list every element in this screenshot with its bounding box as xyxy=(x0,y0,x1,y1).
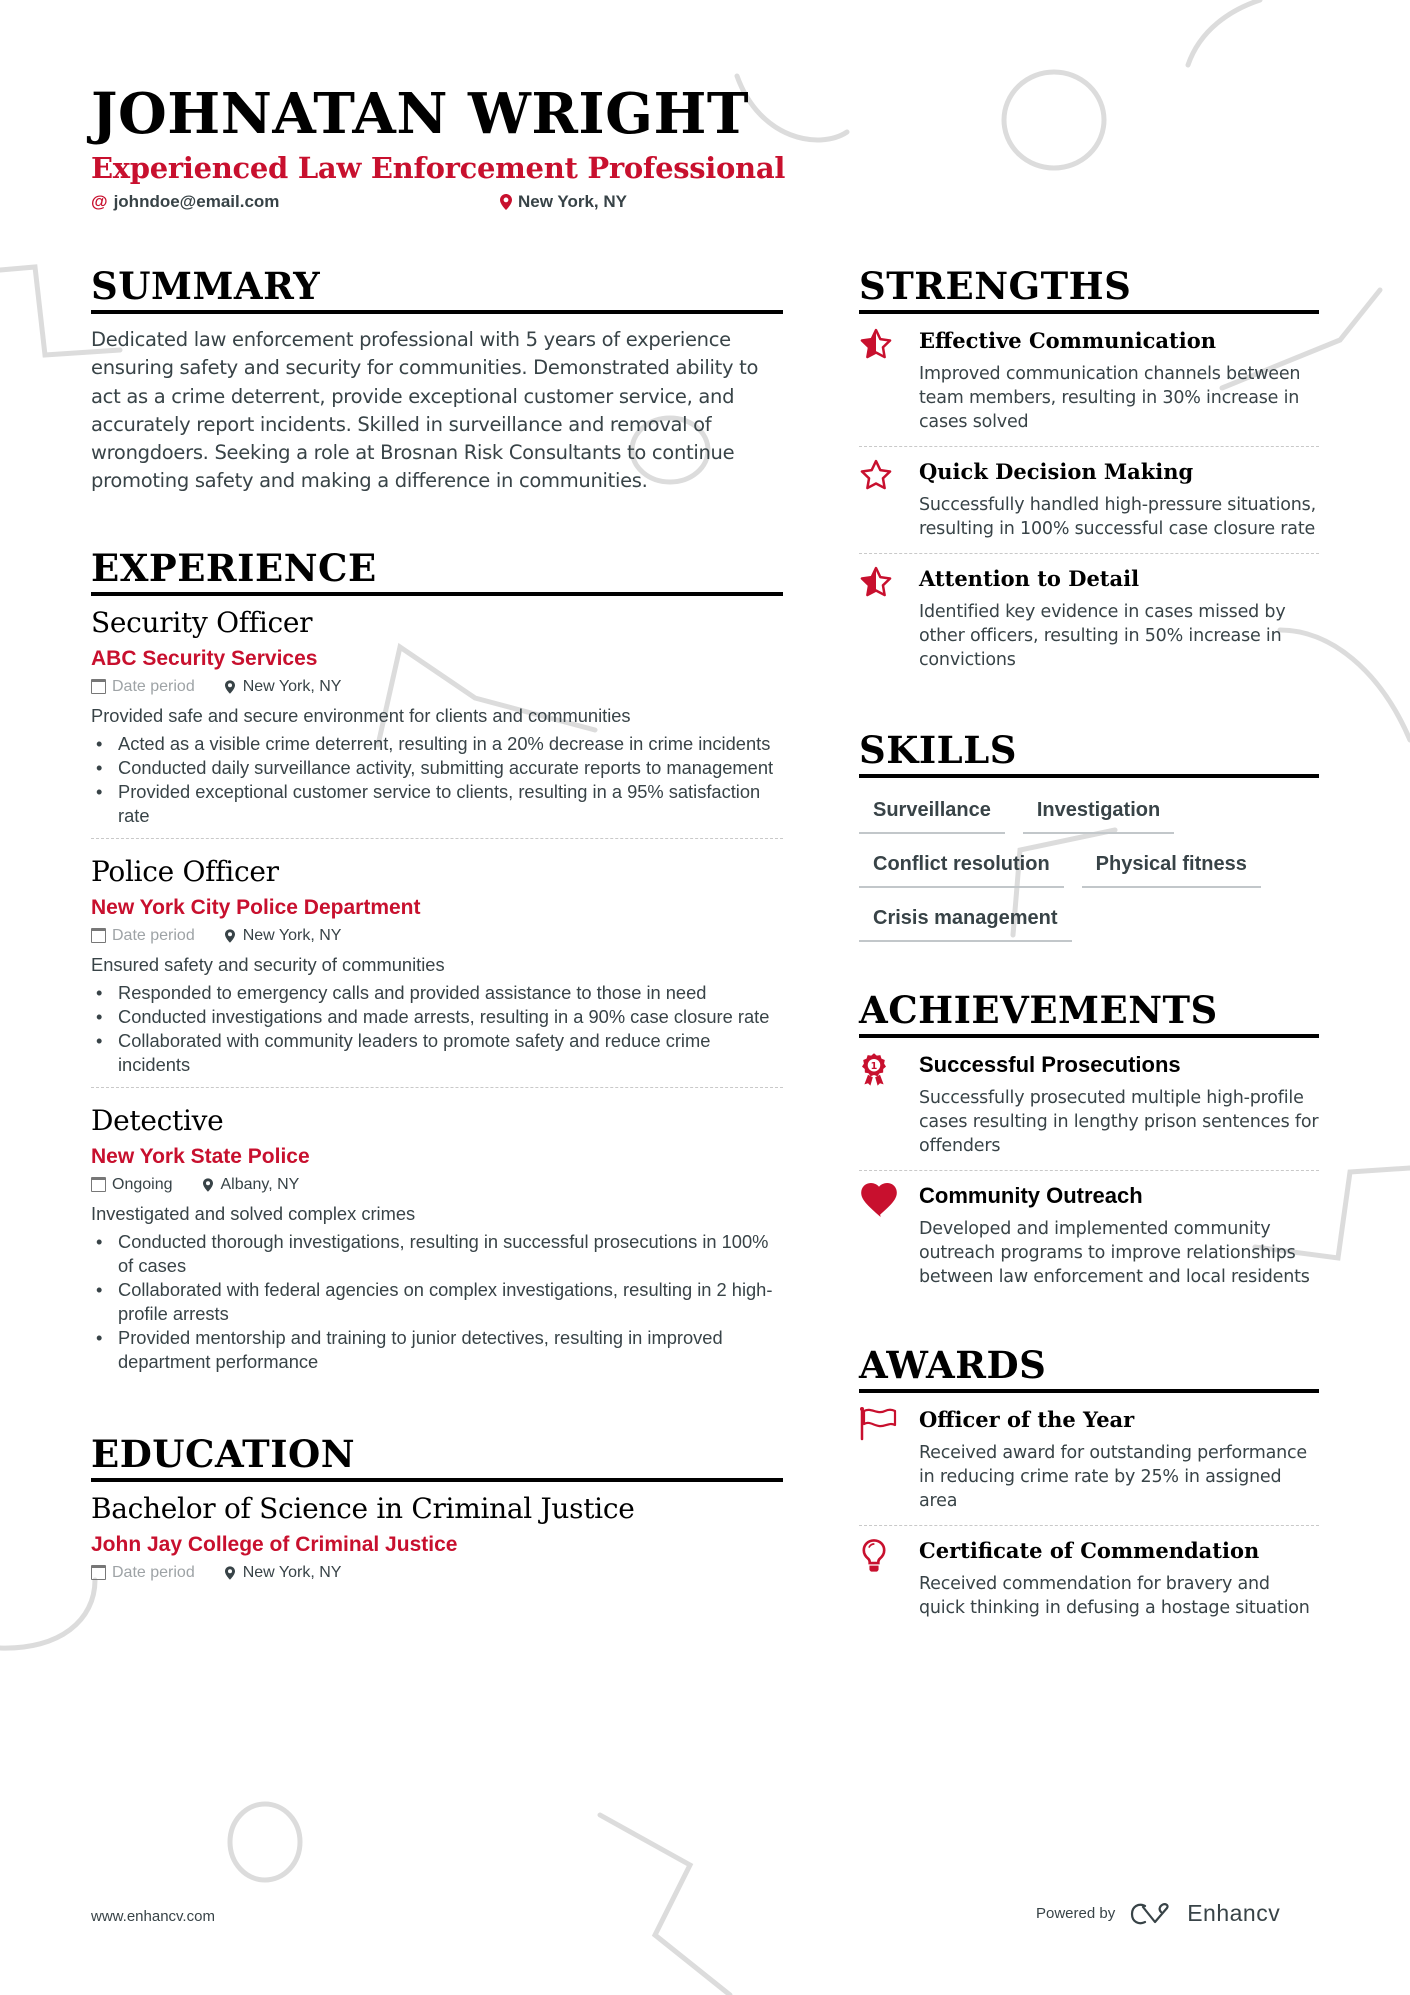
date-period: Date period xyxy=(112,926,195,944)
experience-section xyxy=(91,544,783,1384)
section-title: AWARDS xyxy=(859,1341,1319,1393)
award-item xyxy=(859,1395,1319,1526)
map-pin-icon xyxy=(225,929,235,943)
achievement-item xyxy=(859,1040,1319,1171)
award-text: Received award for outstanding performance in reducing crime rate by 25% in assigned area xyxy=(919,1443,1307,1511)
calendar-icon xyxy=(91,679,106,694)
strengths-section xyxy=(859,262,1319,684)
bullet-item: • Acted as a visible crime deterrent, resulting in a 20% decrease in crime incidents xyxy=(91,732,783,756)
strength-text: Improved communication channels between team members, resulting in 30% increase in cases solved xyxy=(919,364,1301,432)
strength-title: Quick Decision Making xyxy=(919,459,1194,484)
section-title: EDUCATION xyxy=(91,1430,783,1482)
school-location: New York, NY xyxy=(242,1563,342,1581)
star-half-icon xyxy=(859,566,893,598)
brand-name: Enhancv xyxy=(1187,1900,1281,1926)
achievement-text: Successfully prosecuted multiple high-profile cases resulting in lengthy prison sentences for offenders xyxy=(919,1088,1319,1156)
candidate-headline: Experienced Law Enforcement Professional xyxy=(91,151,786,185)
experience-item xyxy=(91,604,783,839)
achievements-section xyxy=(859,986,1319,1301)
job-title: Police Officer xyxy=(91,854,279,888)
job-description: Provided safe and secure environment for clients and communities xyxy=(91,704,631,726)
at-icon: @ xyxy=(91,192,108,211)
bullet-item: • Conducted investigations and made arrests, resulting in a 90% case closure rate xyxy=(91,1005,783,1029)
date-period: Date period xyxy=(112,1563,195,1581)
education-section xyxy=(91,1430,783,1596)
award-text: Received commendation for bravery and quick thinking in defusing a hostage situation xyxy=(919,1574,1310,1618)
date-period: Ongoing xyxy=(112,1175,173,1193)
awards-section xyxy=(859,1341,1319,1632)
bullet-item: • Conducted daily surveillance activity, submitting accurate reports to management xyxy=(91,756,783,780)
map-pin-icon xyxy=(225,680,235,694)
company-name: New York State Police xyxy=(91,1144,310,1168)
job-description: Investigated and solved complex crimes xyxy=(91,1202,416,1224)
job-bullets xyxy=(91,981,783,1077)
map-pin-icon xyxy=(203,1178,213,1192)
heart-icon xyxy=(859,1183,899,1217)
strength-item xyxy=(859,554,1319,684)
strength-title: Effective Communication xyxy=(919,328,1216,353)
award-ribbon-icon xyxy=(859,1052,889,1088)
location-text: New York, NY xyxy=(518,192,627,211)
job-description: Ensured safety and security of communities xyxy=(91,953,445,975)
award-title: Officer of the Year xyxy=(919,1407,1135,1432)
achievement-title: Successful Prosecutions xyxy=(919,1052,1181,1077)
skill-tag: Physical fitness xyxy=(1082,850,1261,888)
skill-tag: Surveillance xyxy=(859,796,1005,834)
bullet-item: • Collaborated with federal agencies on complex investigations, resulting in 2 high-profile arrests xyxy=(91,1278,783,1326)
achievement-text: Developed and implemented community outreach programs to improve relationships between law enforcement and local residents xyxy=(919,1219,1310,1287)
svg-text:1: 1 xyxy=(870,1060,878,1072)
section-title: SUMMARY xyxy=(91,262,783,314)
section-title: STRENGTHS xyxy=(859,262,1319,314)
skill-tag: Crisis management xyxy=(859,904,1072,942)
job-title: Detective xyxy=(91,1103,224,1137)
job-title: Security Officer xyxy=(91,605,313,639)
section-title: ACHIEVEMENTS xyxy=(859,986,1319,1038)
flag-icon xyxy=(859,1407,899,1441)
degree-title: Bachelor of Science in Criminal Justice xyxy=(91,1491,635,1525)
section-title: EXPERIENCE xyxy=(91,544,783,596)
job-bullets xyxy=(91,732,783,828)
award-title: Certificate of Commendation xyxy=(919,1538,1260,1563)
education-item xyxy=(91,1490,783,1596)
strength-text: Successfully handled high-pressure situations, resulting in 100% successful case closure rate xyxy=(919,495,1316,539)
strength-item xyxy=(859,447,1319,554)
star-outline-icon xyxy=(859,459,893,491)
section-title: SKILLS xyxy=(859,726,1319,778)
skills-section xyxy=(859,726,1319,942)
bullet-item: • Responded to emergency calls and provided assistance to those in need xyxy=(91,981,783,1005)
job-location: Albany, NY xyxy=(220,1175,300,1193)
education-meta xyxy=(91,1560,783,1586)
calendar-icon xyxy=(91,928,106,943)
email-text: johndoe@email.com xyxy=(113,192,280,211)
strength-title: Attention to Detail xyxy=(919,566,1140,591)
bullet-item: • Collaborated with community leaders to promote safety and reduce crime incidents xyxy=(91,1029,783,1077)
job-location: New York, NY xyxy=(242,677,342,695)
achievement-title: Community Outreach xyxy=(919,1183,1143,1208)
map-pin-icon xyxy=(500,194,512,210)
school-name: John Jay College of Criminal Justice xyxy=(91,1532,458,1556)
contact-location xyxy=(500,192,627,212)
strength-item xyxy=(859,316,1319,447)
job-location: New York, NY xyxy=(242,926,342,944)
enhancv-logo-icon xyxy=(1129,1902,1173,1926)
footer-powered-by[interactable] xyxy=(1036,1900,1280,1927)
job-meta xyxy=(91,674,783,700)
strength-text: Identified key evidence in cases missed by other officers, resulting in 50% increase in convictions xyxy=(919,602,1286,670)
skills-list xyxy=(859,796,1319,942)
bullet-item: • Provided exceptional customer service to clients, resulting in a 95% satisfaction rate xyxy=(91,780,783,828)
summary-section xyxy=(91,262,783,496)
calendar-icon xyxy=(91,1177,106,1192)
map-pin-icon xyxy=(225,1566,235,1580)
footer-website-link[interactable]: www.enhancv.com xyxy=(91,1908,215,1925)
summary-text: Dedicated law enforcement professional with 5 years of experience ensuring safety and security for communities. Demonstrated ability to act as a crime deterrent, provide exceptional customer service, and accurately report incidents. Skilled in surveillance and removal of wrongdoers. Seeking a role at Brosnan Risk Consultants to continue promoting safety and making a difference in communities. xyxy=(91,328,759,493)
date-period: Date period xyxy=(112,677,195,695)
bullet-item: • Provided mentorship and training to junior detectives, resulting in improved department performance xyxy=(91,1326,783,1374)
job-meta xyxy=(91,923,783,949)
award-item xyxy=(859,1526,1319,1632)
star-half-icon xyxy=(859,328,893,360)
lightbulb-icon xyxy=(859,1538,889,1574)
job-meta xyxy=(91,1172,783,1198)
contact-email[interactable] xyxy=(91,192,279,212)
job-bullets xyxy=(91,1230,783,1374)
powered-by-label: Powered by xyxy=(1036,1905,1116,1922)
skill-tag: Conflict resolution xyxy=(859,850,1064,888)
candidate-name: JOHNATAN WRIGHT xyxy=(91,81,750,147)
bullet-item: • Conducted thorough investigations, resulting in successful prosecutions in 100% of cases xyxy=(91,1230,783,1278)
company-name: New York City Police Department xyxy=(91,895,421,919)
achievement-item xyxy=(859,1171,1319,1301)
experience-item xyxy=(91,1102,783,1384)
left-column xyxy=(91,262,783,1596)
right-column xyxy=(859,262,1319,1632)
skill-tag: Investigation xyxy=(1023,796,1174,834)
calendar-icon xyxy=(91,1565,106,1580)
experience-item xyxy=(91,853,783,1088)
company-name: ABC Security Services xyxy=(91,646,318,670)
